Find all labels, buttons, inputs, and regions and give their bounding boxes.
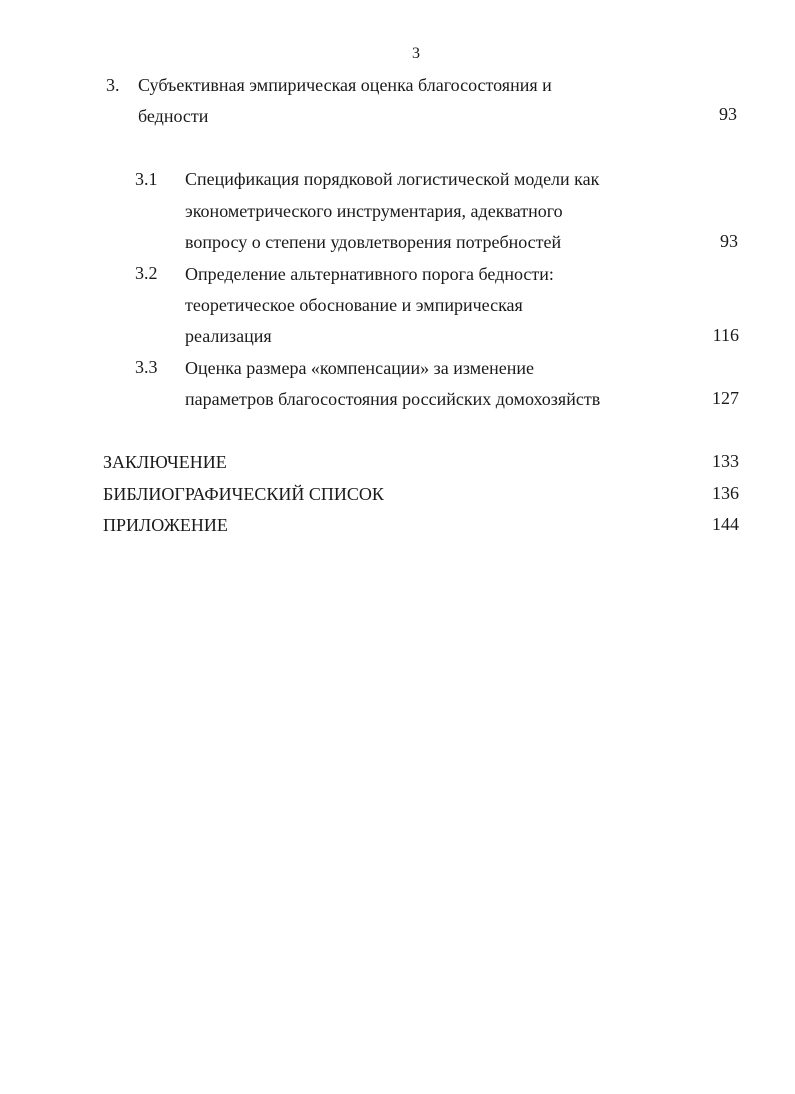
section-title-line: Оценка размера «компенсации» за изменение bbox=[185, 358, 535, 378]
section-title-line: параметров благосостояния российских домохозяйств bbox=[185, 389, 601, 409]
end-entry-title: ЗАКЛЮЧЕНИЕ bbox=[103, 452, 227, 472]
end-entry-title: БИБЛИОГРАФИЧЕСКИЙ СПИСОК bbox=[103, 484, 384, 504]
section-page-number: 116 bbox=[712, 325, 739, 345]
chapter-title-line: Субъективная эмпирическая оценка благосостояния и bbox=[138, 75, 552, 95]
chapter-number: 3. bbox=[106, 75, 120, 95]
section-title-line: теоретическое обоснование и эмпирическая bbox=[185, 295, 523, 315]
section-number: 3.2 bbox=[135, 263, 158, 283]
section-title-line: Спецификация порядковой логистической модели как bbox=[185, 169, 600, 189]
page-number: 3 bbox=[412, 45, 420, 62]
section-number: 3.3 bbox=[135, 357, 158, 377]
section-page-number: 93 bbox=[720, 231, 738, 251]
end-entry-page-number: 136 bbox=[712, 483, 739, 503]
section-number: 3.1 bbox=[135, 169, 158, 189]
chapter-title-line: бедности bbox=[138, 106, 209, 126]
section-title-line: Определение альтернативного порога бедности: bbox=[185, 264, 554, 284]
end-entry-page-number: 133 bbox=[712, 451, 739, 471]
section-title-line: вопросу о степени удовлетворения потребностей bbox=[185, 232, 562, 252]
section-title-line: эконометрического инструментария, адекватного bbox=[185, 201, 563, 221]
section-page-number: 127 bbox=[712, 388, 739, 408]
end-entry-title: ПРИЛОЖЕНИЕ bbox=[103, 515, 228, 535]
section-title-line: реализация bbox=[185, 326, 272, 346]
end-entry-page-number: 144 bbox=[712, 514, 739, 534]
chapter-page-number: 93 bbox=[719, 104, 737, 124]
